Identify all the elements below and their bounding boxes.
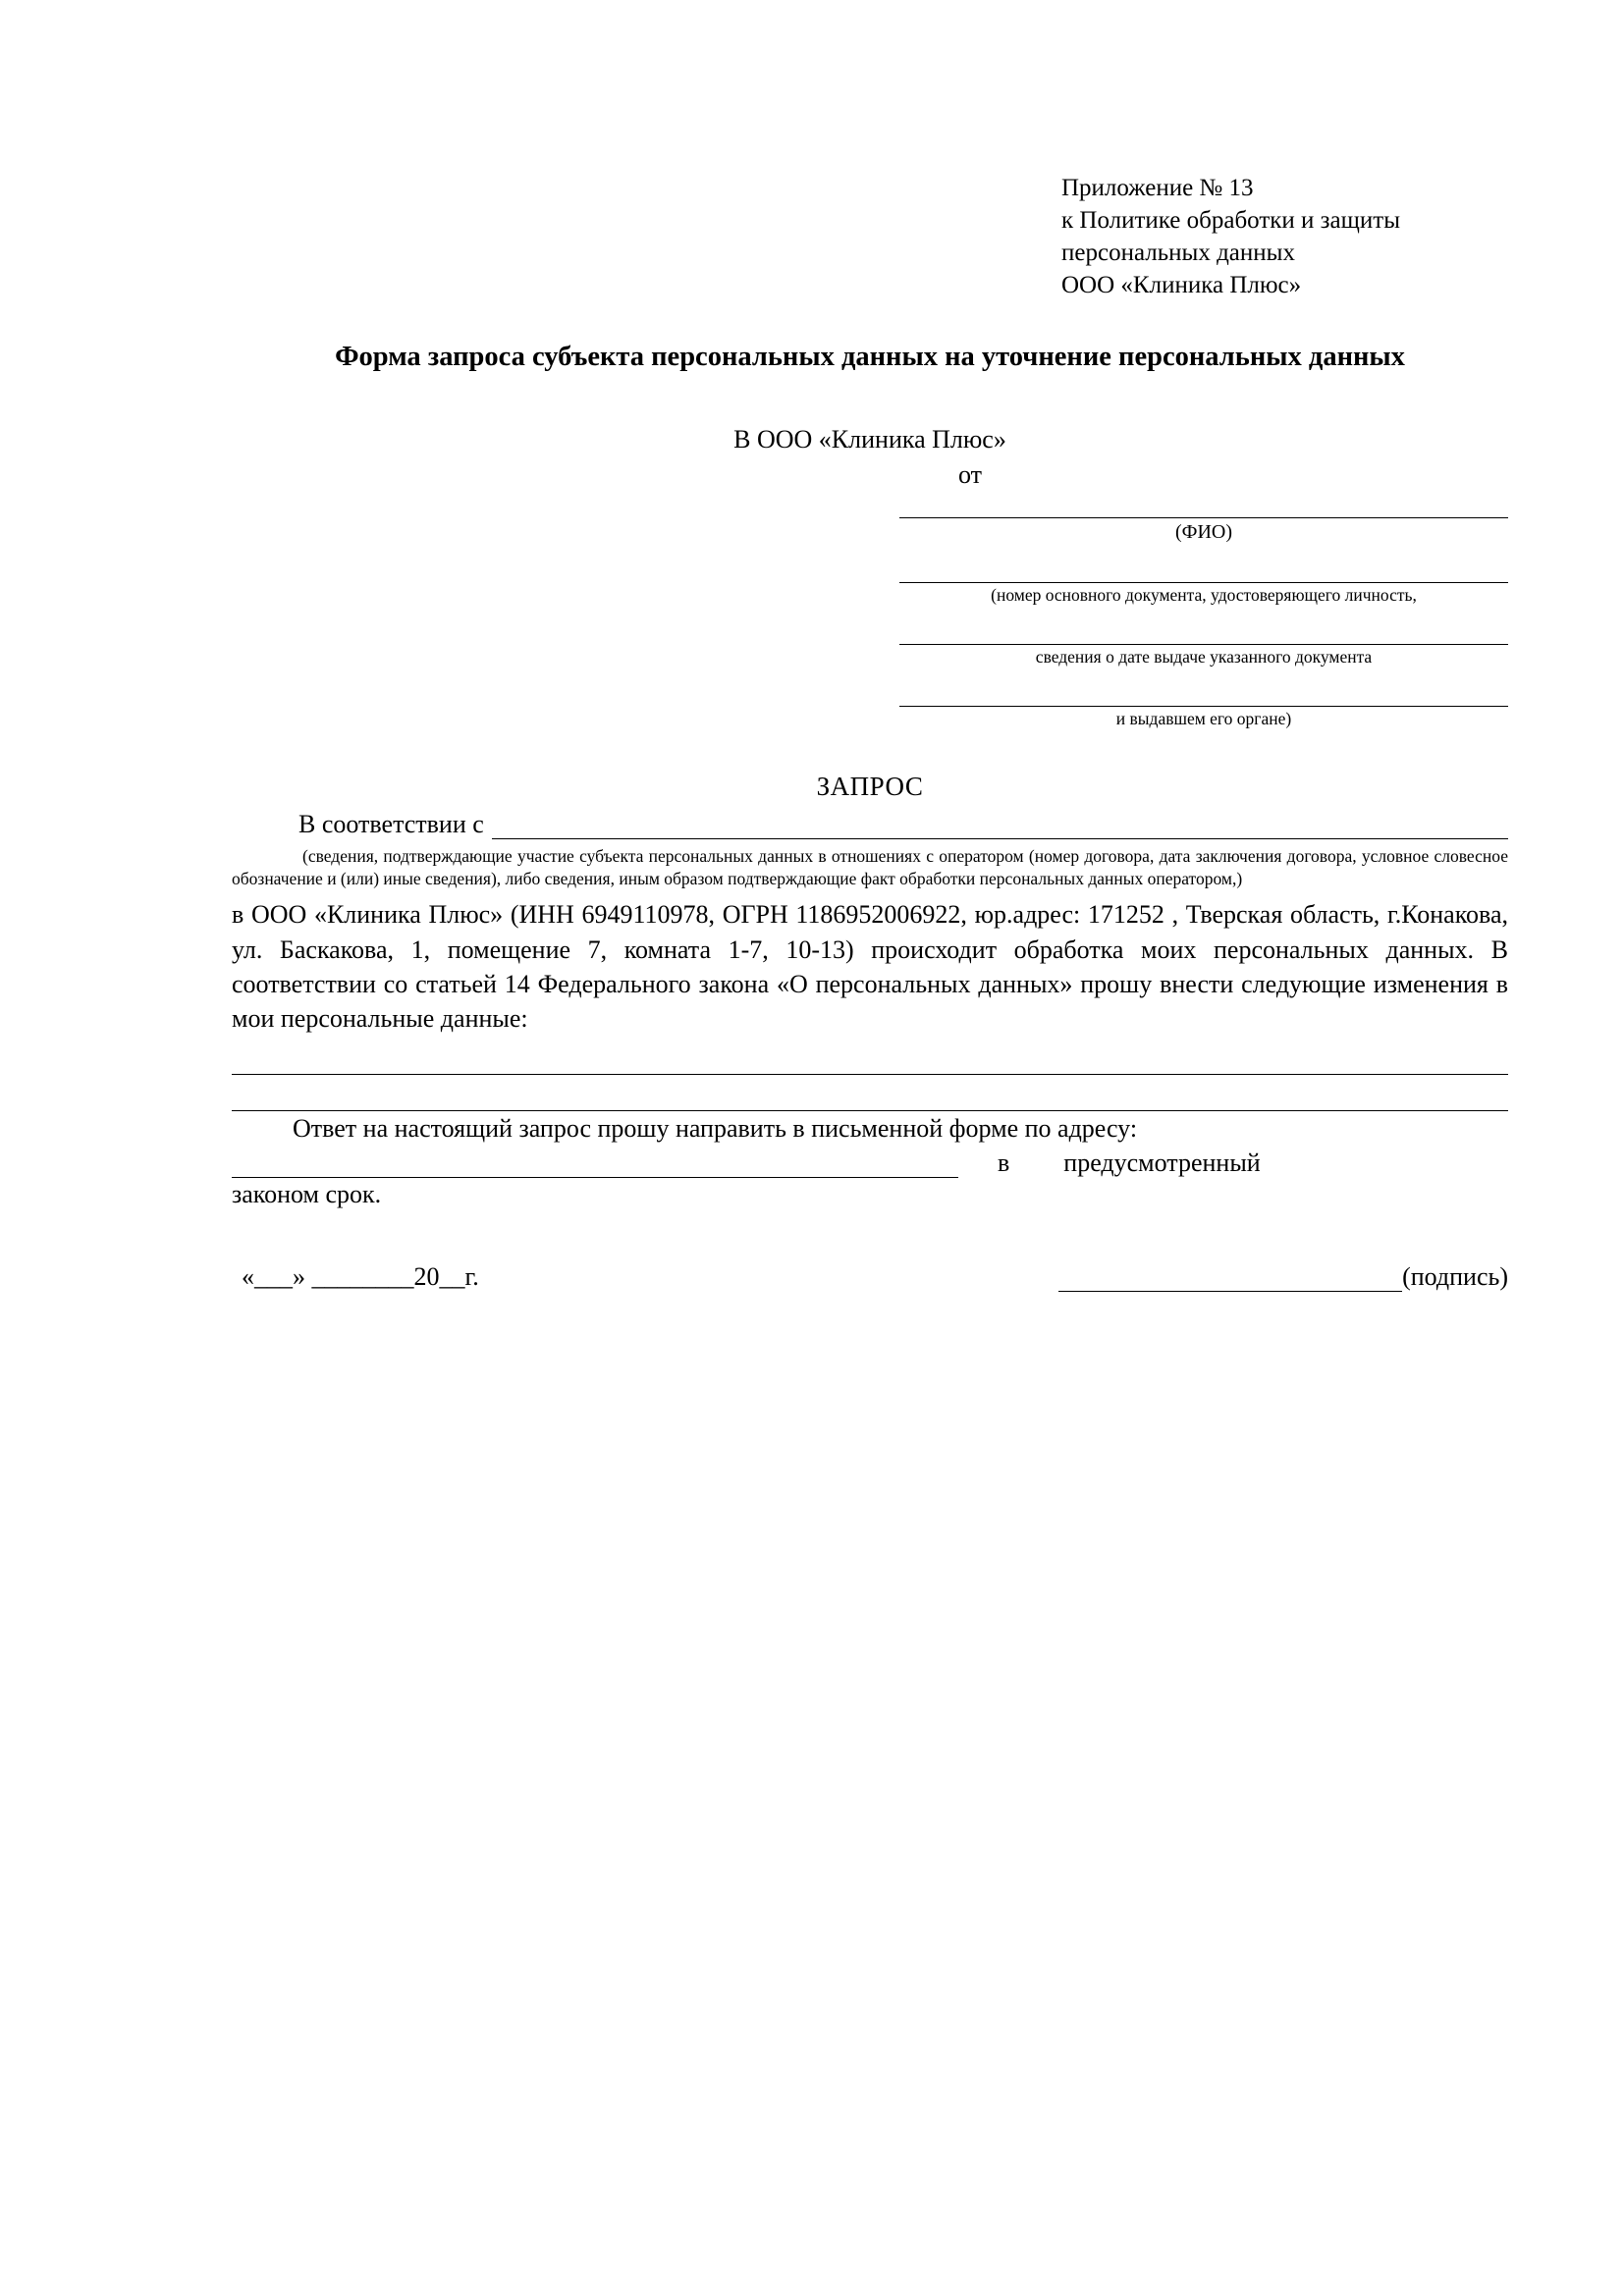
answer-address-line[interactable] (232, 1155, 958, 1178)
changes-line-2[interactable] (232, 1075, 1508, 1111)
changes-line-1[interactable] (232, 1037, 1508, 1075)
caption-fio: (ФИО) (1174, 521, 1232, 544)
addressee-fields (899, 492, 1508, 730)
signature-line[interactable] (1058, 1269, 1402, 1292)
document-content (232, 172, 1508, 1292)
signature-caption: (подпись) (1402, 1261, 1508, 1291)
accordance-note (232, 845, 1508, 890)
accordance-note-text: (сведения, подтверждающие участие субъекта персональных данных в отношениях с оператором (номер договора, дата заключения договора, условное словесное обозначение и (или) иные сведения), либо сведения, иным образом подтверждающие факт обработки персональных данных оператором,) (232, 846, 1508, 889)
addressee-to: В ООО «Клиника Плюс» (733, 425, 1006, 454)
header-block (1061, 172, 1508, 301)
header-line-appendix: Приложение № 13 (1061, 175, 1254, 201)
request-heading: ЗАПРОС (816, 772, 924, 802)
header-line-company: ООО «Клиника Плюс» (1061, 272, 1302, 298)
caption-issuing-authority: и выдавшем его органе) (1115, 709, 1292, 729)
field-issue-date-line[interactable] (899, 618, 1508, 645)
page-title: Форма запроса субъекта персональных данных на уточнение персональных данных (335, 342, 1405, 372)
field-issuing-authority-line[interactable] (899, 680, 1508, 707)
request-body-paragraph: в ООО «Клиника Плюс» (ИНН 6949110978, ОГРН 1186952006922, юр.адрес: 171252 , Тверская область, г.Конакова, ул. Баскакова, 1, помещение 7, комната 1-7, 10-13) происходит обработка моих персональных данных. В соответствии со статьей 14 Федерального закона «О персональных данных» прошу внести следующие изменения в мои персональные данные: (232, 900, 1508, 1034)
answer-tail: законом срок. (232, 1179, 382, 1208)
signature-row (232, 1262, 1508, 1292)
caption-issue-date: сведения о дате выдаче указанного документа (1035, 647, 1373, 667)
accordance-input-line[interactable] (492, 817, 1508, 839)
header-line-policy: к Политике обработки и защиты (1061, 207, 1401, 234)
field-document-line[interactable] (899, 557, 1508, 583)
date-field[interactable]: «___» ________20__г. (242, 1261, 479, 1291)
accordance-row (232, 810, 1508, 839)
field-fio-line[interactable] (899, 492, 1508, 518)
answer-word-term: предусмотренный (1063, 1148, 1261, 1177)
caption-document: (номер основного документа, удостоверяющего личность, (991, 585, 1417, 606)
answer-paragraph (232, 1111, 1508, 1147)
addressee-from-label: от (958, 460, 983, 490)
header-line-personal-data: персональных данных (1061, 240, 1295, 266)
answer-text: Ответ на настоящий запрос прошу направить в письменной форме по адресу: (293, 1113, 1138, 1143)
answer-address-row (232, 1148, 1508, 1178)
answer-word-v: в (998, 1148, 1010, 1177)
accordance-label: В соответствии с (298, 810, 484, 839)
